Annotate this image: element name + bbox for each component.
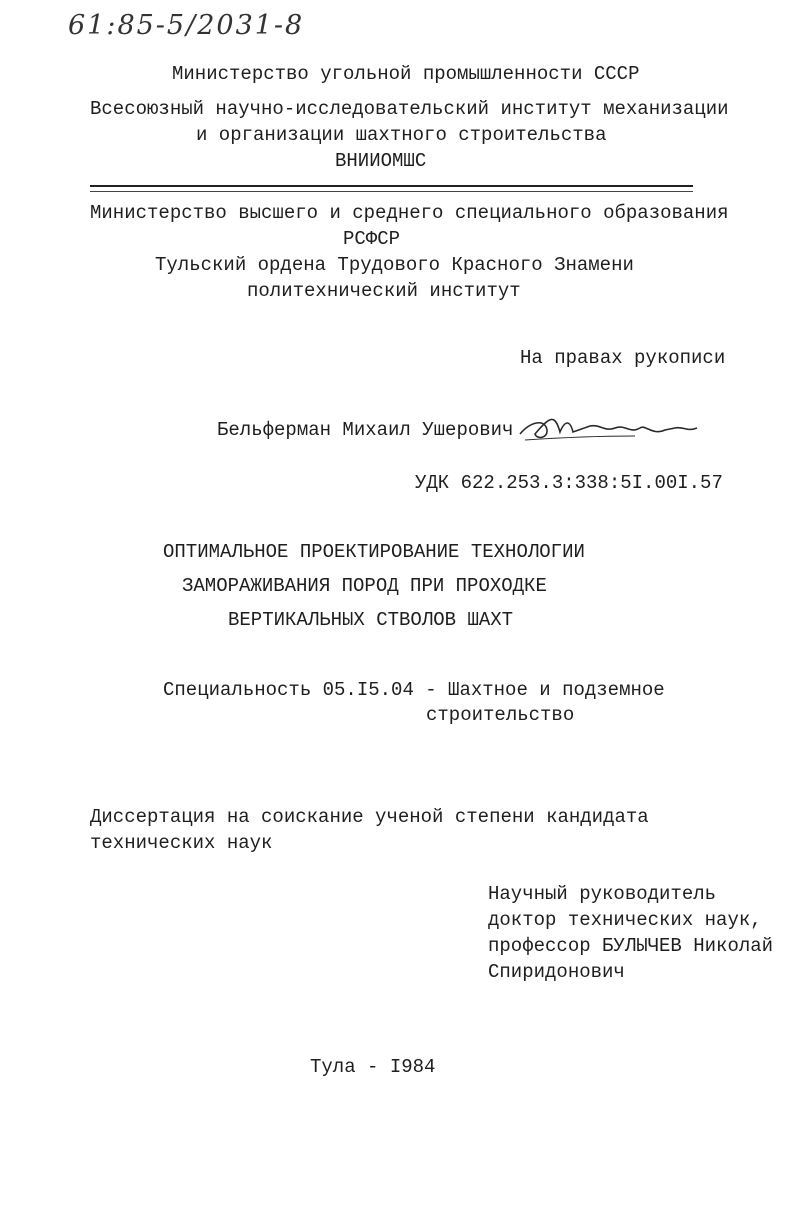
udc-code: УДК 622.253.3:338:5I.00I.57 (415, 472, 723, 494)
title-line-3: ВЕРТИКАЛЬНЫХ СТВОЛОВ ШАХТ (228, 609, 514, 631)
title-line-2: ЗАМОРАЖИВАНИЯ ПОРОД ПРИ ПРОХОДКЕ (182, 575, 547, 597)
ministry-coal: Министерство угольной промышленности СССР (172, 63, 640, 85)
supervisor-label: Научный руководитель (488, 883, 717, 905)
header-rule (90, 185, 693, 187)
institute-tula-line2: политехнический институт (247, 280, 521, 302)
institute-abbreviation: ВНИИОМШС (335, 150, 427, 172)
header-rule-thin (90, 191, 693, 192)
author-signature (515, 410, 700, 446)
archive-mark: 61:85-5/2031-8 (68, 10, 305, 41)
ministry-education-line1: Министерство высшего и среднего специального образования (90, 202, 729, 224)
institute-vniiomshs-line2: и организации шахтного строительства (196, 124, 607, 146)
institute-tula-line1: Тульский ордена Трудового Красного Знамени (155, 254, 634, 276)
ministry-education-line2: РСФСР (343, 228, 401, 250)
title-line-1: ОПТИМАЛЬНОЕ ПРОЕКТИРОВАНИЕ ТЕХНОЛОГИИ (163, 541, 585, 563)
dissertation-line2: технических наук (90, 832, 273, 854)
city-year: Тула - I984 (310, 1056, 436, 1078)
specialty-line2: строительство (426, 704, 575, 726)
author-name: Бельферман Михаил Ушерович (217, 419, 514, 441)
dissertation-line1: Диссертация на соискание ученой степени кандидата (90, 806, 649, 828)
supervisor-patronymic: Спиридонович (488, 961, 625, 983)
manuscript-note: На правах рукописи (520, 347, 726, 369)
specialty-line1: Специальность 05.I5.04 - Шахтное и подземное (163, 679, 665, 701)
supervisor-name: профессор БУЛЫЧЕВ Николай (488, 935, 774, 957)
supervisor-degree: доктор технических наук, (488, 909, 762, 931)
institute-vniiomshs-line1: Всесоюзный научно-исследовательский институт механизации (90, 98, 729, 120)
